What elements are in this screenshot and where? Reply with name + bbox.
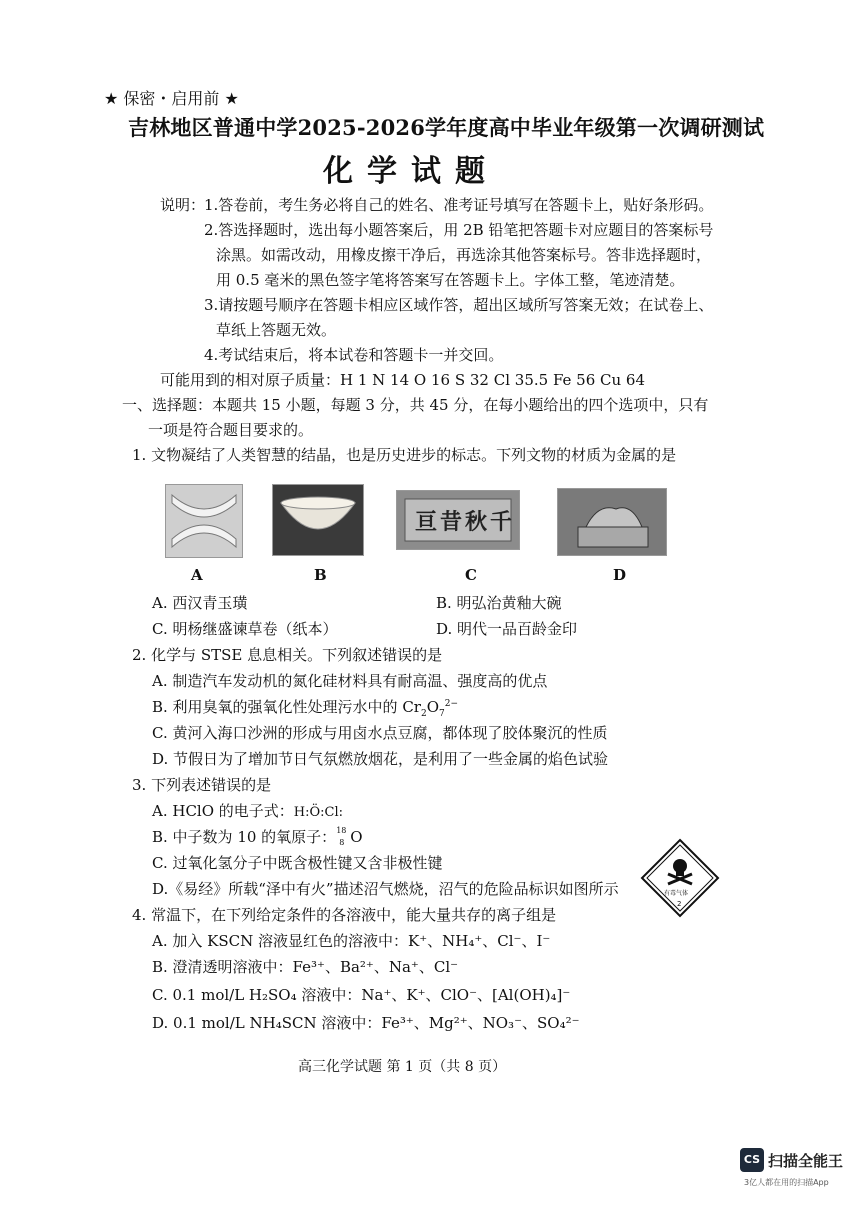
scroll-characters: 亘昔秋千	[415, 509, 516, 535]
hazard-label	[640, 838, 720, 918]
figure-label-b: B	[314, 566, 327, 584]
q3-option-d: D.《易经》所载“泽中有火”描述沼气燃烧，沼气的危险品标识如图所示	[152, 880, 619, 898]
question-1-stem: 1. 文物凝结了人类智慧的结晶，也是历史进步的标志。下列文物的材质为金属的是	[132, 446, 677, 464]
scanner-tagline: 3亿人都在用的扫描App	[744, 1178, 829, 1187]
nuclide-notation	[336, 826, 350, 847]
subscript: 2	[420, 709, 427, 719]
instruction-line: 涂黑。如需改动，用橡皮擦干净后，再选涂其他答案标号。答非选择题时，	[216, 246, 712, 264]
q3-option-b-text: B. 中子数为 10 的氧原子：	[152, 828, 337, 846]
subscript: 7	[439, 709, 445, 719]
atomic-number: 8	[339, 838, 345, 847]
q4-option-a: A. 加入 KSCN 溶液显红色的溶液中：K⁺、NH₄⁺、Cl⁻、I⁻	[152, 932, 551, 950]
figure-label-c: C	[465, 566, 477, 584]
exam-title: 吉林地区普通中学2025-2026学年度高中毕业年级第一次调研测试	[128, 115, 765, 140]
q4-option-c: C. 0.1 mol/L H₂SO₄ 溶液中：Na⁺、K⁺、ClO⁻、[Al(OH)₄]⁻	[152, 986, 571, 1004]
instructions-lead: 说明：	[160, 196, 206, 214]
question-3-stem: 3. 下列表述错误的是	[132, 776, 272, 794]
q3-option-a	[152, 800, 343, 821]
instruction-line: 草纸上答题无效。	[216, 321, 337, 339]
figure-yellow-bowl	[272, 484, 364, 556]
camscanner-logo-icon: CS	[740, 1148, 764, 1172]
q3-option-a-text: A. HClO 的电子式：	[152, 802, 294, 820]
seal-image	[558, 489, 666, 555]
instruction-line: 3.请按题号顺序在答题卡相应区域作答，超出区域所写答案无效；在试卷上、	[204, 296, 714, 314]
q1-option-c: C. 明杨继盛谏草卷（纸本）	[152, 620, 338, 638]
q1-option-a: A. 西汉青玉璜	[152, 594, 248, 612]
question-4-stem: 4. 常温下，在下列给定条件的各溶液中，能大量共存的离子组是	[132, 906, 557, 924]
scanner-app-name: 扫描全能王	[768, 1152, 844, 1170]
charge: 2−	[444, 699, 459, 709]
confidential-mark: ★ 保密・启用前 ★	[104, 89, 239, 108]
mass-number: 18	[336, 826, 347, 835]
atomic-masses: 可能用到的相对原子质量：H 1 N 14 O 16 S 32 Cl 35.5 Fe 56 Cu 64	[160, 371, 646, 389]
instruction-line: 4.考试结束后，将本试卷和答题卡一并交回。	[204, 346, 504, 364]
q2-option-b-text: B. 利用臭氧的强氧化性处理污水中的 Cr	[152, 698, 421, 716]
hazard-class: 2	[677, 900, 682, 908]
electron-formula: H:Ö:Cl:	[293, 805, 344, 820]
page-footer: 高三化学试题 第 1 页（共 8 页）	[298, 1059, 507, 1075]
instruction-line: 用 0.5 毫米的黑色签字笔将答案写在答题卡上。字体工整，笔迹清楚。	[216, 271, 685, 289]
q2-option-c: C. 黄河入海口沙洲的形成与用卤水点豆腐，都体现了胶体聚沉的性质	[152, 724, 608, 742]
figure-label-a: A	[191, 566, 203, 584]
q1-option-d: D. 明代一品百龄金印	[436, 620, 578, 638]
q3-option-c: C. 过氧化氢分子中既含极性键又含非极性键	[152, 854, 443, 872]
subject-title: 化学试题	[323, 154, 499, 189]
instruction-line: 2.答选择题时，选出每小题答案后，用 2B 铅笔把答题卡对应题目的答案标号	[204, 221, 714, 239]
instruction-line: 1.答卷前，考生务必将自己的姓名、准考证号填写在答题卡上，贴好条形码。	[204, 196, 714, 214]
q2-option-a: A. 制造汽车发动机的氮化硅材料具有耐高温、强度高的优点	[152, 672, 548, 690]
hazard-text: 有毒气体	[664, 890, 689, 897]
figure-calligraphy-scroll	[396, 490, 520, 550]
bowl-image	[273, 485, 363, 555]
section-heading-cont: 一项是符合题目要求的。	[148, 421, 314, 439]
section-heading: 一、选择题：本题共 15 小题，每题 3 分，共 45 分，在每小题给出的四个选项中，只有	[122, 396, 709, 414]
jade-huang-image	[166, 485, 242, 557]
figure-gold-seal	[557, 488, 667, 556]
q2-option-b	[152, 696, 458, 717]
q4-option-d: D. 0.1 mol/L NH₄SCN 溶液中：Fe³⁺、Mg²⁺、NO₃⁻、SO₄²⁻	[152, 1014, 580, 1032]
q3-option-b	[152, 826, 363, 847]
q2-option-d: D. 节假日为了增加节日气氛燃放烟花，是利用了一些金属的焰色试验	[152, 750, 609, 768]
figure-label-d: D	[613, 566, 627, 584]
question-2-stem: 2. 化学与 STSE 息息相关。下列叙述错误的是	[132, 646, 443, 664]
q1-option-b: B. 明弘治黄釉大碗	[436, 594, 562, 612]
oxygen-symbol: O	[426, 698, 440, 716]
q4-option-b: B. 澄清透明溶液中：Fe³⁺、Ba²⁺、Na⁺、Cl⁻	[152, 958, 459, 976]
figure-jade-huang	[165, 484, 243, 558]
oxygen-symbol: O	[350, 828, 363, 846]
